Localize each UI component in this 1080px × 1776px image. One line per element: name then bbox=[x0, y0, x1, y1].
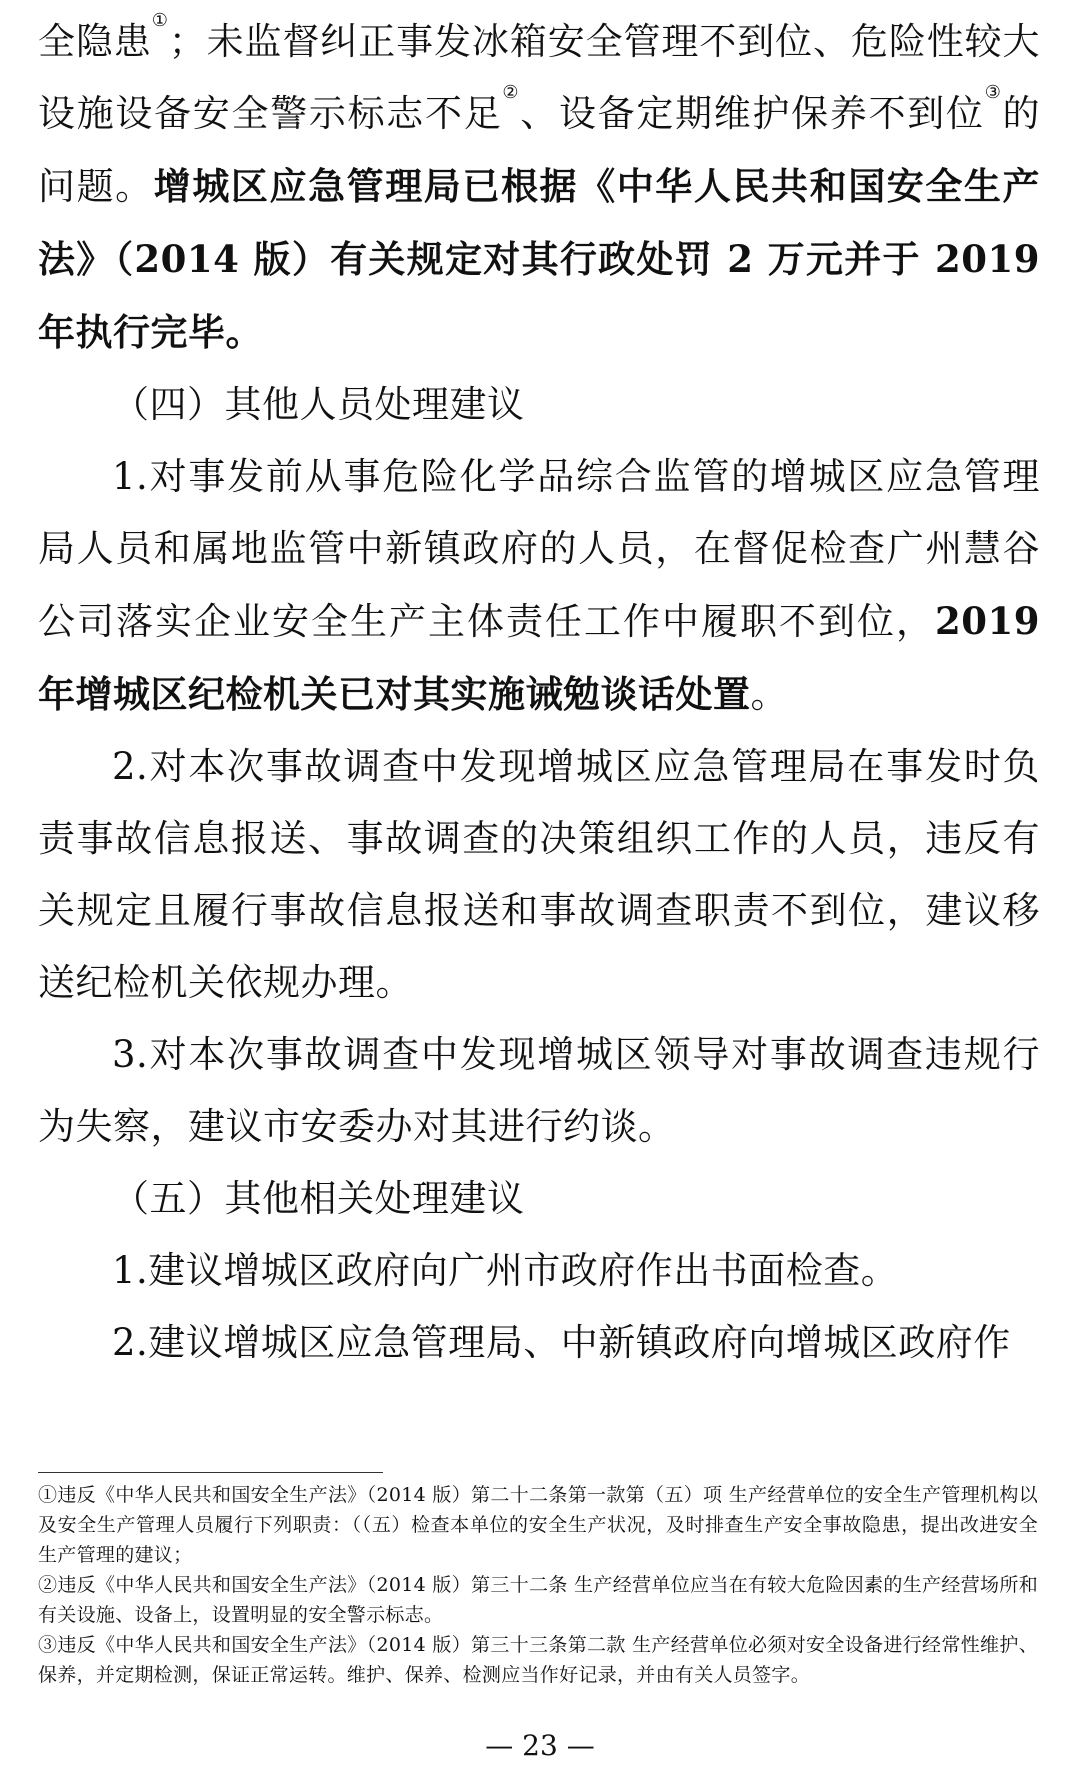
footnote: ②违反《中华人民共和国安全生产法》（2014 版）第三十二条 生产经营单位应当在有较大危险因素的生产经营场所和有关设施、设备上，设置明显的安全警示标志。 bbox=[38, 1574, 1038, 1626]
footnote-ref: ② bbox=[502, 82, 521, 103]
text-run: 全隐患 bbox=[38, 20, 152, 63]
text-run: 。 bbox=[750, 673, 788, 716]
text-run: 、设备定期维护保养不到位 bbox=[520, 92, 985, 135]
text-run: 1.对事发前从事危险化学品综合监管的增城区应急管理局人员和属地监管中新镇政府的人员，在督促检查广州慧谷公司落实企业安全生产主体责任工作中履职不到位， bbox=[38, 455, 1040, 643]
footnotes bbox=[38, 1480, 1038, 1690]
footnote-ref: ③ bbox=[984, 82, 1003, 103]
paragraph-continuation bbox=[38, 6, 1040, 369]
footnote: ①违反《中华人民共和国安全生产法》（2014 版）第二十二条第一款第（五）项 生产经营单位的安全生产管理机构以及安全生产管理人员履行下列职责：（（五）检查本单位的安全生产状况，及时排查生产安全事故隐患，提出改进安全生产管理的建议； bbox=[38, 1484, 1038, 1566]
footnote-divider bbox=[38, 1472, 383, 1473]
paragraph: 2.建议增城区应急管理局、中新镇政府向增城区政府作 bbox=[112, 1321, 1011, 1364]
section-heading: （五）其他相关处理建议 bbox=[112, 1177, 525, 1220]
footnote-ref: ① bbox=[151, 10, 169, 31]
text-run: 的问题。 bbox=[38, 92, 1041, 208]
paragraph: 3.对本次事故调查中发现增城区领导对事故调查违规行为失察，建议市安委办对其进行约谈。 bbox=[38, 1033, 1040, 1148]
footnote: ③违反《中华人民共和国安全生产法》（2014 版）第三十三条第二款 生产经营单位必须对安全设备进行经常性维护、保养，并定期检测，保证正常运转。维护、保养、检测应当作好记录，并由有关人员签字。 bbox=[38, 1634, 1038, 1686]
page-number: — 23 — bbox=[485, 1729, 595, 1762]
body-text bbox=[38, 6, 1040, 1379]
bold-text-run: 增城区应急管理局已根据《中华人民共和国安全生产法》（2014 版）有关规定对其行政处罚 2 万元并于 2019 年执行完毕。 bbox=[38, 164, 1041, 354]
paragraph: 2.对本次事故调查中发现增城区应急管理局在事发时负责事故信息报送、事故调查的决策组织工作的人员，违反有关规定且履行事故信息报送和事故调查职责不到位，建议移送纪检机关依规办理。 bbox=[38, 745, 1040, 1004]
paragraph: 1.建议增城区政府向广州市政府作出书面检查。 bbox=[112, 1249, 899, 1292]
text-run: ；未监督纠正事发冰箱安全管理不到位、危险性较大设施设备安全警示标志不足 bbox=[38, 20, 1041, 135]
section-heading: （四）其他人员处理建议 bbox=[112, 383, 525, 426]
paragraph bbox=[38, 441, 1040, 731]
bold-text-run: 2019 年增城区纪检机关已对其实施诫勉谈话处置 bbox=[38, 599, 1040, 716]
